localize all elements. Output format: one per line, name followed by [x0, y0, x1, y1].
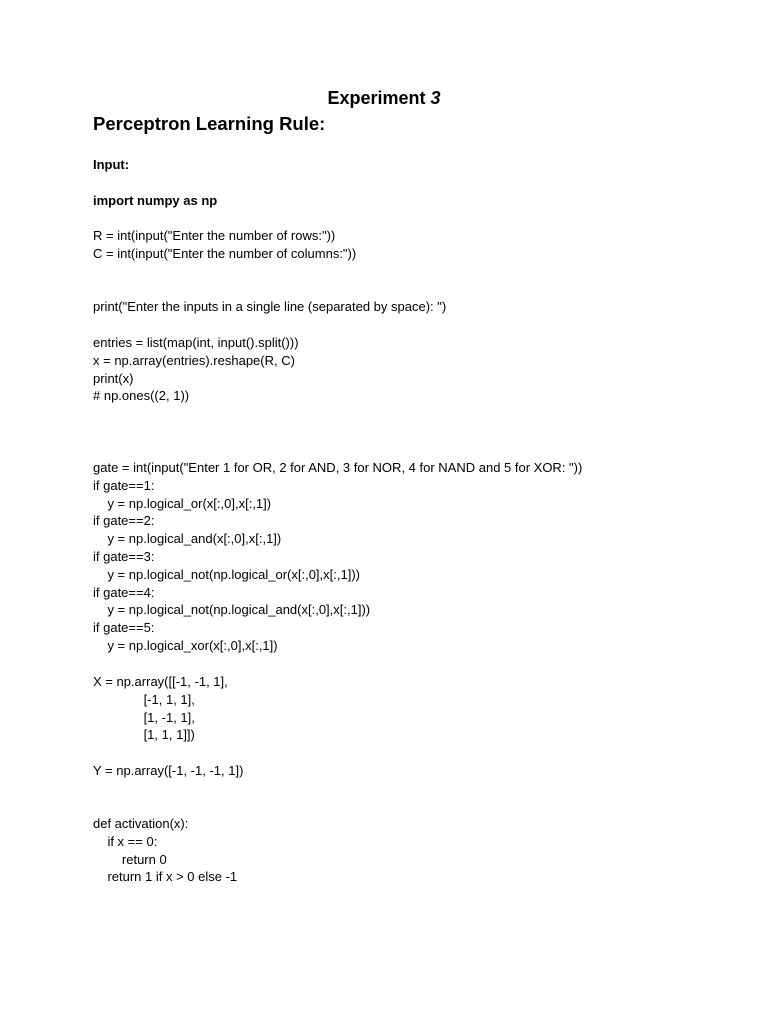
code-block-print-prompt: print("Enter the inputs in a single line (separated by space): ")	[93, 299, 447, 314]
page-title	[0, 88, 768, 109]
code-block-X-array: X = np.array([[-1, -1, 1], [-1, 1, 1], [1, -1, 1], [1, 1, 1]])	[93, 674, 228, 743]
title-prefix: Experiment	[327, 88, 426, 108]
code-block-activation: def activation(x): if x == 0: return 0 return 1 if x > 0 else -1	[93, 816, 238, 885]
code-block-Y-array: Y = np.array([-1, -1, -1, 1])	[93, 763, 244, 778]
code-block-rows-columns: R = int(input("Enter the number of rows:")) C = int(input("Enter the number of columns:"))	[93, 228, 357, 261]
code-block-entries: entries = list(map(int, input().split())) x = np.array(entries).reshape(R, C) print(x) # np.ones((2, 1))	[93, 335, 299, 404]
import-line: import numpy as np	[93, 193, 218, 208]
section-heading: Perceptron Learning Rule:	[93, 113, 326, 134]
input-label: Input:	[93, 157, 130, 172]
title-number: 3	[430, 88, 441, 108]
code-block-gate: gate = int(input("Enter 1 for OR, 2 for AND, 3 for NOR, 4 for NAND and 5 for XOR: ")) if gate==1: y = np.logical_or(x[:,0],x[:,1]) if gate==2: y = np.logical_and(x[:,0],x[:,1]) if gate==3: y = np.logical_not(np.logical_or(x[:,0],x[:,1])) if gate==4: y = np.logical_not(np.logical_and(x[:,0],x[:,1])) if gate==5: y = np.logical_xor(x[:,0],x[:,1])	[93, 460, 583, 653]
